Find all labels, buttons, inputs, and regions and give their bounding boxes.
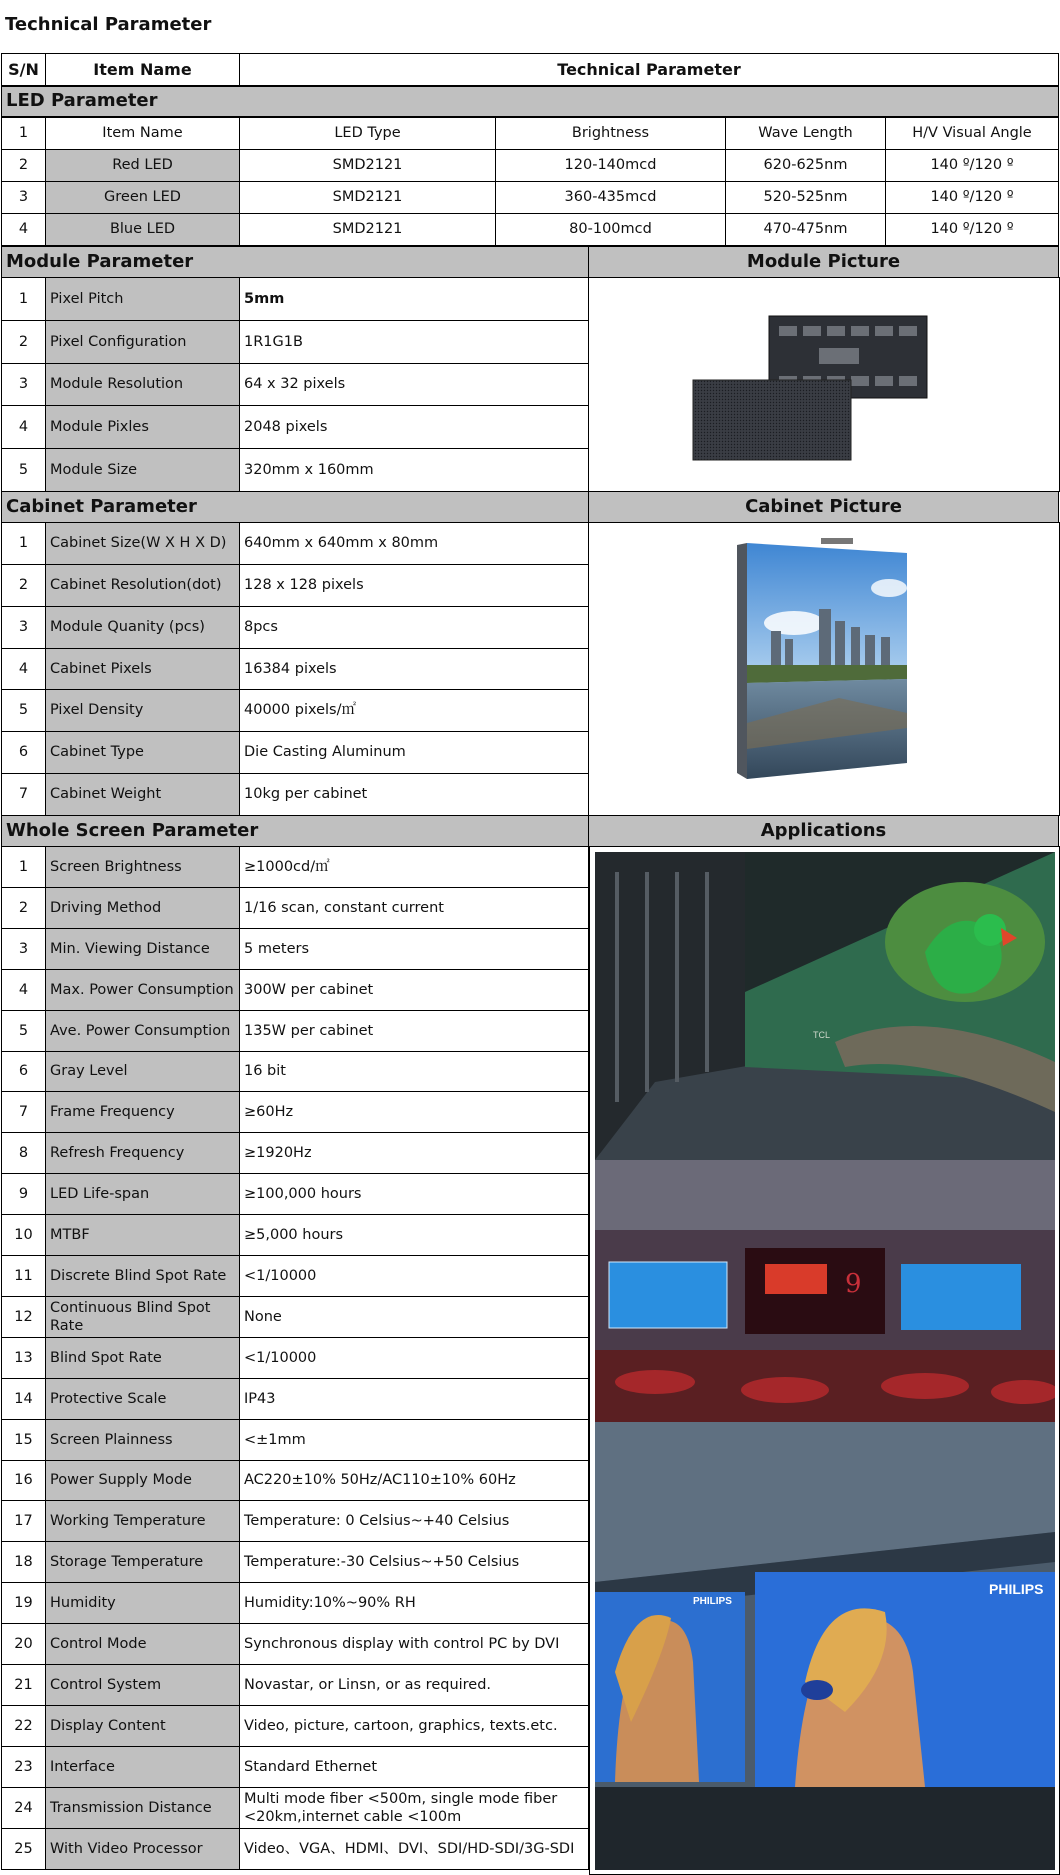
led-row-value: 470-475nm: [725, 213, 886, 246]
screen-row-name: Screen Brightness: [45, 846, 240, 888]
led-row-value: 120-140mcd: [495, 149, 726, 182]
cabinet-row-sn: 3: [1, 606, 46, 649]
screen-row-name: Max. Power Consumption: [45, 969, 240, 1011]
module-row-sn: 1: [1, 277, 46, 321]
cabinet-row-value: 16384 pixels: [239, 648, 589, 690]
led-row-sn: 3: [1, 181, 46, 214]
screen-row-value: Multi mode fiber <500m, single mode fiber <20km,internet cable <100m: [239, 1787, 589, 1829]
led-row-value: SMD2121: [239, 181, 496, 214]
cabinet-row-value: 8pcs: [239, 606, 589, 649]
screen-row-name: Frame Frequency: [45, 1091, 240, 1133]
cabinet-row-name: Cabinet Resolution(dot): [45, 564, 240, 607]
screen-row-name: Storage Temperature: [45, 1541, 240, 1583]
screen-row-value: 135W per cabinet: [239, 1010, 589, 1052]
svg-text:9: 9: [845, 1269, 862, 1299]
cabinet-row-value: 40000 pixels/㎡: [239, 689, 589, 732]
screen-row-name: MTBF: [45, 1214, 240, 1256]
screen-row-sn: 3: [1, 928, 46, 970]
cabinet-row-sn: 2: [1, 564, 46, 607]
screen-row-sn: 6: [1, 1051, 46, 1092]
screen-row-name: Display Content: [45, 1705, 240, 1747]
screen-row-name: Continuous Blind Spot Rate: [45, 1296, 240, 1338]
led-row-sn: 1: [1, 117, 46, 150]
module-row-sn: 4: [1, 405, 46, 449]
screen-row-name: Ave. Power Consumption: [45, 1010, 240, 1052]
module-row-name: Pixel Configuration: [45, 320, 240, 364]
screen-row-sn: 22: [1, 1705, 46, 1747]
screen-row-value: AC220±10% 50Hz/AC110±10% 60Hz: [239, 1460, 589, 1501]
application-photo-hall: [595, 1160, 1055, 1422]
screen-row-value: <1/10000: [239, 1337, 589, 1379]
philips-sign-small: PHILIPS: [693, 1596, 732, 1607]
led-row-item-name: Red LED: [45, 149, 240, 182]
applications-picture: [589, 846, 1060, 1875]
screen-row-name: Power Supply Mode: [45, 1460, 240, 1501]
screen-row-sn: 4: [1, 969, 46, 1011]
header-sn: S/N: [1, 53, 46, 86]
led-row-value: 520-525nm: [725, 181, 886, 214]
screen-row-sn: 18: [1, 1541, 46, 1583]
screen-row-value: ≥1920Hz: [239, 1132, 589, 1174]
cabinet-row-sn: 4: [1, 648, 46, 690]
led-row-value: Wave Length: [725, 117, 886, 150]
cabinet-row-sn: 1: [1, 522, 46, 565]
screen-row-sn: 16: [1, 1460, 46, 1501]
cabinet-row-sn: 6: [1, 731, 46, 774]
led-row-value: Brightness: [495, 117, 726, 150]
led-row-value: 140 º/120 º: [885, 149, 1059, 182]
screen-row-sn: 19: [1, 1582, 46, 1624]
module-row-name: Module Size: [45, 448, 240, 492]
screen-row-value: 1/16 scan, constant current: [239, 887, 589, 929]
screen-row-name: Transmission Distance: [45, 1787, 240, 1829]
screen-row-name: Protective Scale: [45, 1378, 240, 1420]
screen-row-value: Temperature:-30 Celsius~+50 Celsius: [239, 1541, 589, 1583]
led-cabinet-image: [589, 523, 1059, 815]
screen-picture-title: Applications: [588, 815, 1059, 847]
header-technical-parameter: Technical Parameter: [239, 53, 1059, 86]
tcl-logo: TCL: [813, 1030, 831, 1040]
screen-row-sn: 20: [1, 1623, 46, 1665]
screen-row-sn: 8: [1, 1132, 46, 1174]
screen-row-value: ≥60Hz: [239, 1091, 589, 1133]
cabinet-row-name: Cabinet Type: [45, 731, 240, 774]
screen-row-sn: 2: [1, 887, 46, 929]
module-row-value: 5mm: [239, 277, 589, 321]
module-picture-title: Module Picture: [588, 246, 1059, 278]
cabinet-picture-title: Cabinet Picture: [588, 491, 1059, 523]
screen-row-value: Video, picture, cartoon, graphics, texts.etc.: [239, 1705, 589, 1747]
led-module-image: [589, 278, 1059, 491]
section-led-parameter: LED Parameter: [1, 86, 1059, 117]
screen-row-value: Video、VGA、HDMI、DVI、SDI/HD-SDI/3G-SDI: [239, 1828, 589, 1870]
module-row-value: 2048 pixels: [239, 405, 589, 449]
screen-row-name: Humidity: [45, 1582, 240, 1624]
screen-row-sn: 21: [1, 1664, 46, 1706]
screen-row-sn: 15: [1, 1419, 46, 1461]
screen-row-value: Humidity:10%~90% RH: [239, 1582, 589, 1624]
screen-row-value: 5 meters: [239, 928, 589, 970]
screen-row-name: Screen Plainness: [45, 1419, 240, 1461]
screen-row-name: With Video Processor: [45, 1828, 240, 1870]
cabinet-row-name: Cabinet Pixels: [45, 648, 240, 690]
module-row-value: 320mm x 160mm: [239, 448, 589, 492]
screen-row-name: Control Mode: [45, 1623, 240, 1665]
led-row-value: 140 º/120 º: [885, 181, 1059, 214]
module-row-name: Module Resolution: [45, 363, 240, 406]
screen-row-value: <1/10000: [239, 1255, 589, 1297]
screen-row-sn: 7: [1, 1091, 46, 1133]
screen-row-value: Novastar, or Linsn, or as required.: [239, 1664, 589, 1706]
module-row-sn: 2: [1, 320, 46, 364]
screen-row-sn: 1: [1, 846, 46, 888]
screen-row-value: ≥1000cd/㎡: [239, 846, 589, 888]
module-row-sn: 5: [1, 448, 46, 492]
screen-row-name: Min. Viewing Distance: [45, 928, 240, 970]
led-row-value: H/V Visual Angle: [885, 117, 1059, 150]
cabinet-picture: [588, 522, 1060, 816]
module-row-sn: 3: [1, 363, 46, 406]
screen-row-sn: 11: [1, 1255, 46, 1297]
application-photo-billboard: [595, 1422, 1055, 1870]
screen-row-value: ≥5,000 hours: [239, 1214, 589, 1256]
screen-row-sn: 17: [1, 1500, 46, 1542]
screen-row-name: Interface: [45, 1746, 240, 1788]
screen-row-value: None: [239, 1296, 589, 1338]
cabinet-row-sn: 5: [1, 689, 46, 732]
cabinet-row-value: Die Casting Aluminum: [239, 731, 589, 774]
screen-row-value: ≥100,000 hours: [239, 1173, 589, 1215]
led-row-value: 360-435mcd: [495, 181, 726, 214]
screen-row-value: 16 bit: [239, 1051, 589, 1092]
screen-row-value: Standard Ethernet: [239, 1746, 589, 1788]
led-row-value: 80-100mcd: [495, 213, 726, 246]
module-picture: [588, 277, 1060, 492]
screen-row-value: 300W per cabinet: [239, 969, 589, 1011]
module-row-value: 64 x 32 pixels: [239, 363, 589, 406]
led-row-sn: 4: [1, 213, 46, 246]
page-title: Technical Parameter: [5, 14, 212, 35]
screen-row-sn: 10: [1, 1214, 46, 1256]
screen-row-name: LED Life-span: [45, 1173, 240, 1215]
header-item-name: Item Name: [45, 53, 240, 86]
cabinet-row-name: Cabinet Weight: [45, 773, 240, 816]
cabinet-row-value: 128 x 128 pixels: [239, 564, 589, 607]
screen-row-sn: 5: [1, 1010, 46, 1052]
led-row-value: SMD2121: [239, 149, 496, 182]
section-cabinet-parameter: Cabinet Parameter: [1, 491, 589, 523]
screen-row-sn: 9: [1, 1173, 46, 1215]
cabinet-row-name: Cabinet Size(W X H X D): [45, 522, 240, 565]
led-row-sn: 2: [1, 149, 46, 182]
screen-row-sn: 23: [1, 1746, 46, 1788]
led-row-value: 620-625nm: [725, 149, 886, 182]
cabinet-row-value: 640mm x 640mm x 80mm: [239, 522, 589, 565]
section-module-parameter: Module Parameter: [1, 246, 589, 278]
screen-row-sn: 14: [1, 1378, 46, 1420]
screen-row-sn: 25: [1, 1828, 46, 1870]
application-photo-parrot: [595, 852, 1055, 1160]
led-row-value: SMD2121: [239, 213, 496, 246]
screen-row-value: IP43: [239, 1378, 589, 1420]
led-row-value: LED Type: [239, 117, 496, 150]
screen-row-name: Discrete Blind Spot Rate: [45, 1255, 240, 1297]
screen-row-name: Control System: [45, 1664, 240, 1706]
screen-row-sn: 24: [1, 1787, 46, 1829]
screen-row-value: Synchronous display with control PC by DVI: [239, 1623, 589, 1665]
led-row-item-name: Green LED: [45, 181, 240, 214]
screen-row-name: Gray Level: [45, 1051, 240, 1092]
screen-row-sn: 12: [1, 1296, 46, 1338]
led-row-item-name: Item Name: [45, 117, 240, 150]
cabinet-row-value: 10kg per cabinet: [239, 773, 589, 816]
screen-row-name: Blind Spot Rate: [45, 1337, 240, 1379]
module-row-name: Module Pixles: [45, 405, 240, 449]
screen-row-value: Temperature: 0 Celsius~+40 Celsius: [239, 1500, 589, 1542]
cabinet-row-name: Module Quanity (pcs): [45, 606, 240, 649]
led-row-value: 140 º/120 º: [885, 213, 1059, 246]
cabinet-row-sn: 7: [1, 773, 46, 816]
led-row-item-name: Blue LED: [45, 213, 240, 246]
module-row-name: Pixel Pitch: [45, 277, 240, 321]
screen-row-name: Driving Method: [45, 887, 240, 929]
module-row-value: 1R1G1B: [239, 320, 589, 364]
screen-row-name: Working Temperature: [45, 1500, 240, 1542]
screen-row-value: <±1mm: [239, 1419, 589, 1461]
section-screen-parameter: Whole Screen Parameter: [1, 815, 589, 847]
cabinet-row-name: Pixel Density: [45, 689, 240, 732]
screen-row-sn: 13: [1, 1337, 46, 1379]
philips-sign: PHILIPS: [989, 1581, 1044, 1597]
screen-row-name: Refresh Frequency: [45, 1132, 240, 1174]
